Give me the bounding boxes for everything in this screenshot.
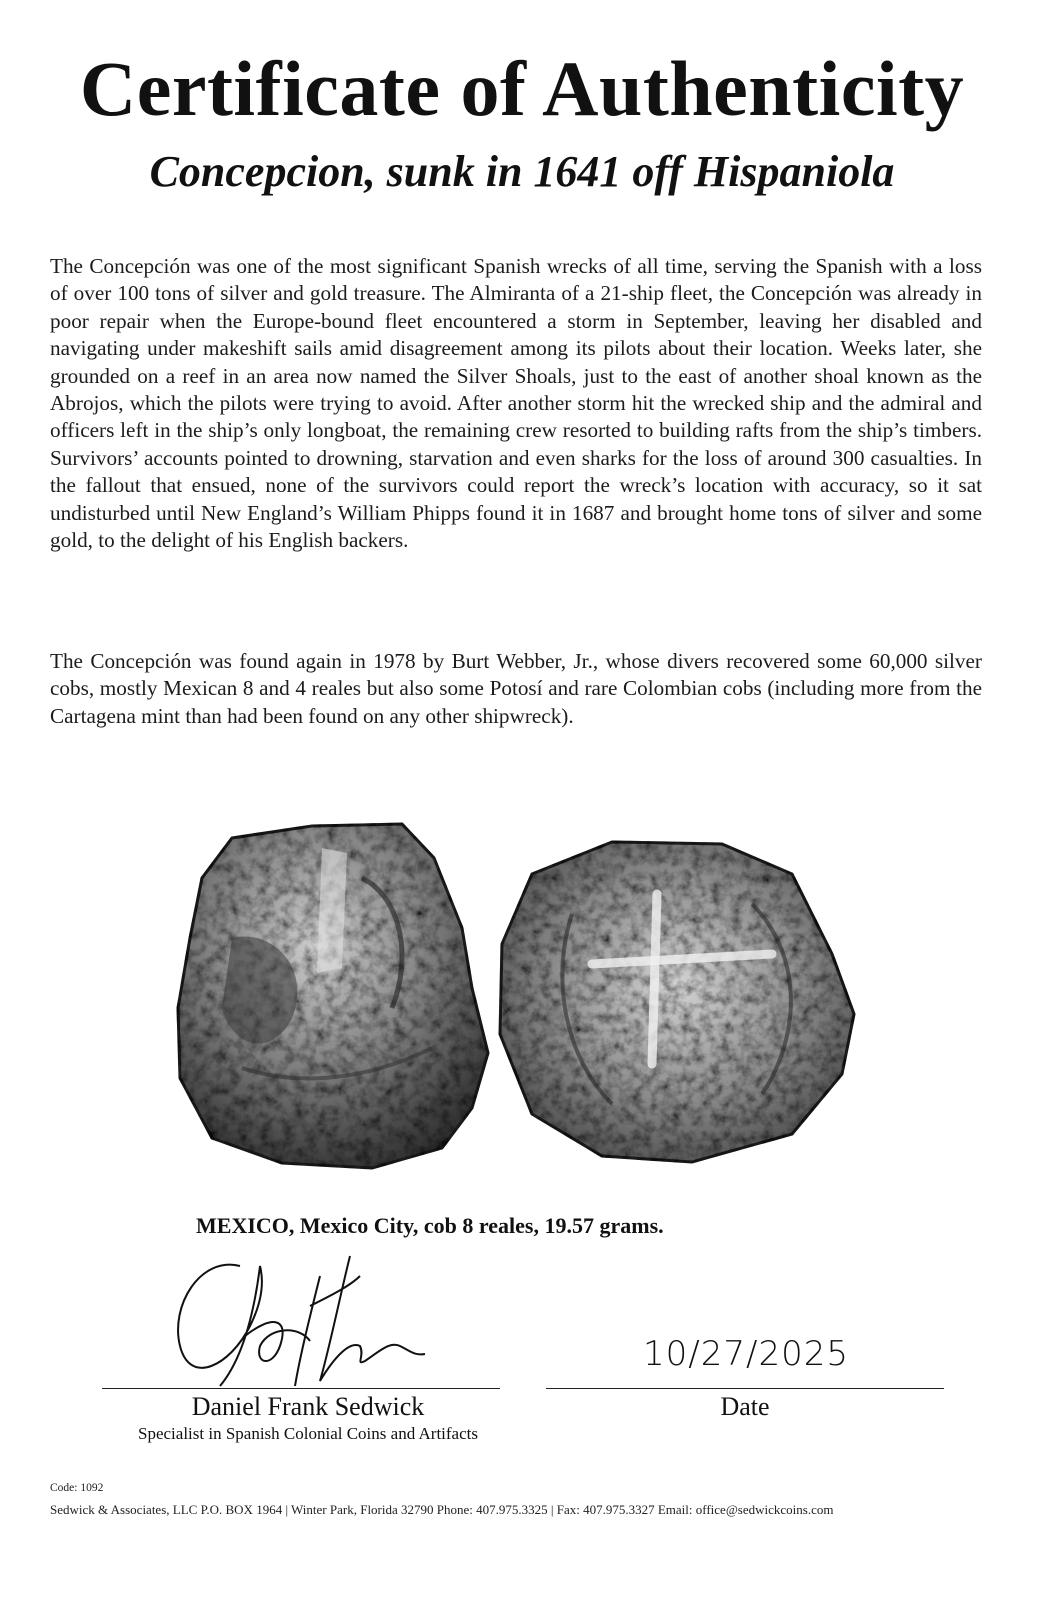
signer-name: Daniel Frank Sedwick [191,1392,425,1421]
date-value: 10/27/2025 [643,1334,849,1374]
signature-image [160,1246,460,1396]
date-label: Date [720,1392,770,1421]
history-paragraph-1: The Concepción was one of the most significant Spanish wrecks of all time, serving the Spanish with a loss of over 100 tons of silver and gold treasure. The Almiranta of a 21-ship fleet, the Concepción was already in poor repair when the Europe-bound fleet encountered a storm in September, leaving her disabled and navigating under makeshift sails amid disagreement among its pilots about their location. Weeks later, she grounded on a reef in an area now named the Silver Shoals, just to the east of another shoal known as the Abrojos, which the pilots were trying to avoid. After another storm hit the wrecked ship and the admiral and officers left in the ship’s only longboat, the remaining crew resorted to building rafts from the ship’s timbers. Survivors’ accounts pointed to drowning, starvation and even sharks for the loss of around 300 casualties. In the fallout that ensued, none of the survivors could report the wreck’s location with accuracy, so it sat undisturbed until New England’s William Phipps found it in 1687 and brought home tons of silver and some gold, to the delight of his English backers. [50,254,982,553]
coin-description: MEXICO, Mexico City, cob 8 reales, 19.57 grams. [196,1213,664,1238]
date-line [546,1388,944,1389]
coin-obverse-image [172,818,492,1178]
company-contact-footer: Sedwick & Associates, LLC P.O. BOX 1964 | Winter Park, Florida 32790 Phone: 407.975.3325 | Fax: 407.975.3327 Email: office@sedwickcoins.com [50,1502,834,1517]
certificate-code: Code: 1092 [50,1482,104,1494]
coin-reverse-image [492,834,860,1166]
certificate-title: Certificate of Authenticity [79,45,965,132]
signer-title: Specialist in Spanish Colonial Coins and Artifacts [138,1424,478,1443]
history-paragraph-2: The Concepción was found again in 1978 by Burt Webber, Jr., whose divers recovered some 60,000 silver cobs, mostly Mexican 8 and 4 reales but also some Potosí and rare Colombian cobs (including more from the Cartagena mint than had been found on any other shipwreck). [50,649,982,728]
certificate-subtitle: Concepcion, sunk in 1641 off Hispaniola [149,147,895,196]
signature-line [102,1388,500,1389]
